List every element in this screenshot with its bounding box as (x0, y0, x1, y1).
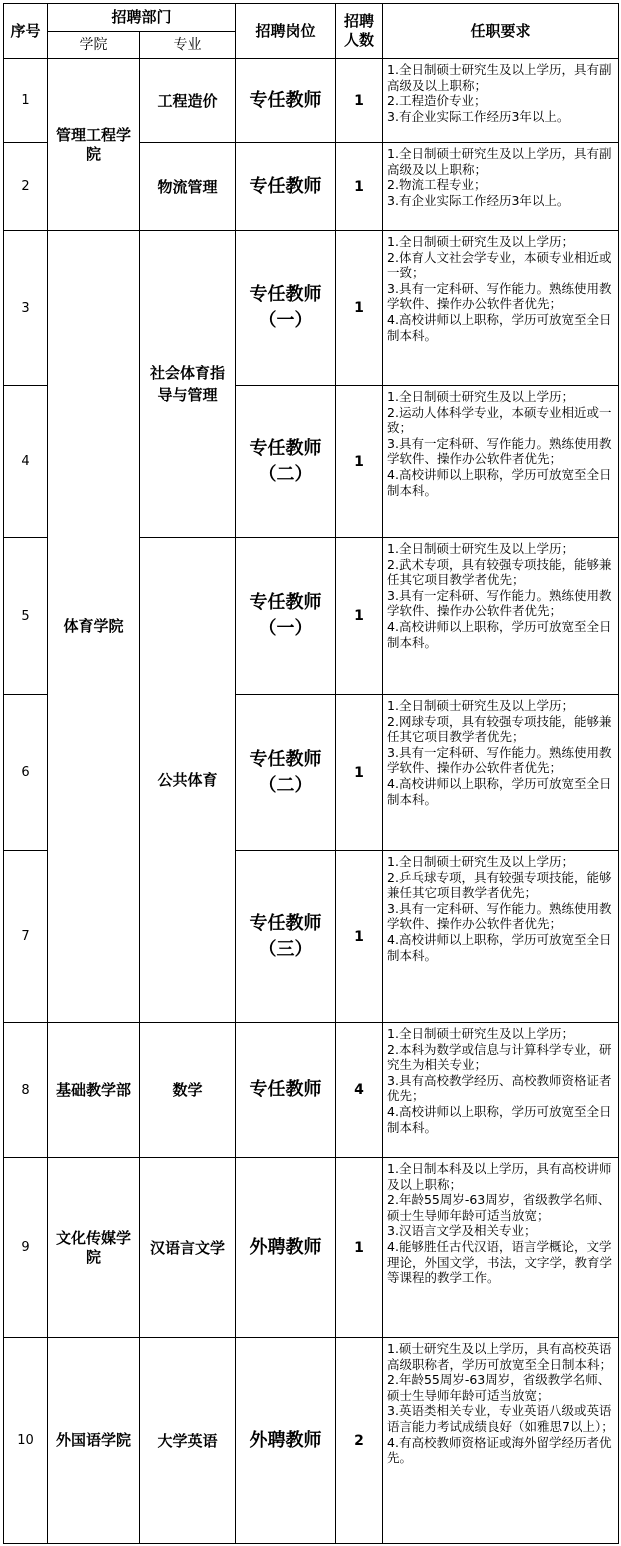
row-seq: 1 (4, 59, 48, 143)
header-major: 专业 (140, 32, 236, 59)
position-subtitle: （三） (258, 938, 313, 960)
table-row (4, 1338, 619, 1544)
requirement-line: 3.有企业实际工作经历3年以上。 (387, 108, 570, 124)
row-position (236, 59, 336, 143)
row-count: 4 (336, 1023, 383, 1158)
requirement-line: 2.体育人文社会学专业，本硕专业相近或一致； (387, 249, 612, 281)
requirement-line: 3.汉语言文学及相关专业； (387, 1223, 537, 1239)
row-college: 体育学院 (48, 231, 140, 1023)
row-count: 2 (336, 1338, 383, 1544)
header-department: 招聘部门 (48, 4, 236, 32)
requirement-line: 1.全日制硕士研究生及以上学历； (387, 698, 574, 713)
row-requirements (383, 386, 619, 538)
requirement-line: 1.全日制硕士研究生及以上学历； (387, 1026, 574, 1041)
row-major: 数学 (140, 1023, 236, 1158)
requirement-line: 2.年龄55周岁-63周岁，省级教学名师、硕士生导师年龄可适当放宽； (387, 1192, 611, 1223)
row-major: 大学英语 (140, 1338, 236, 1544)
requirement-line: 4.能够胜任古代汉语，语言学概论，文学理论，外国文学，书法，文字学，教育学等课程的教学工作。 (387, 1238, 613, 1286)
requirement-line: 1.全日制本科及以上学历，具有高校讲师及以上职称； (387, 1161, 612, 1192)
header-seq: 序号 (4, 4, 48, 59)
header-count-line1: 招聘 (344, 12, 375, 30)
position-title: 专任教师 (249, 1079, 322, 1100)
requirement-line: 3.具有一定科研、写作能力。熟练使用教学软件、操作办公软件者优先； (387, 900, 612, 932)
header-college: 学院 (48, 32, 140, 59)
row-seq: 4 (4, 386, 48, 538)
requirement-line: 1.全日制硕士研究生及以上学历，具有副高级及以上职称； (387, 146, 612, 177)
row-requirements (383, 231, 619, 386)
requirement-line: 3.具有高校教学经历、高校教师资格证者优先； (387, 1072, 612, 1104)
requirement-line: 1.全日制硕士研究生及以上学历； (387, 234, 574, 249)
row-seq: 8 (4, 1023, 48, 1158)
header-count (336, 4, 383, 59)
row-seq: 6 (4, 695, 48, 851)
position-title: 外聘教师 (249, 1429, 322, 1451)
requirement-line: 3.具有一定科研、写作能力。熟练使用教学软件、操作办公软件者优先； (387, 435, 612, 467)
row-requirements (383, 1338, 619, 1544)
row-position (236, 231, 336, 386)
requirement-line: 2.网球专项，具有较强专项技能，能够兼任其它项目教学者优先； (387, 713, 612, 745)
table-row (4, 1023, 619, 1158)
requirement-line: 3.具有一定科研、写作能力。熟练使用教学软件、操作办公软件者优先； (387, 744, 612, 776)
row-major: 公共体育 (140, 538, 236, 1023)
row-seq: 2 (4, 143, 48, 231)
header-count-line2: 人数 (344, 31, 375, 49)
row-requirements (383, 851, 619, 1023)
position-title: 专任教师 (249, 89, 322, 111)
position-title: 专任教师 (249, 437, 322, 459)
requirement-line: 1.全日制硕士研究生及以上学历； (387, 854, 574, 869)
row-count: 1 (336, 538, 383, 695)
row-position (236, 386, 336, 538)
requirement-line: 1.全日制硕士研究生及以上学历，具有副高级及以上职称； (387, 62, 612, 93)
requirement-line: 4.高校讲师以上职称，学历可放宽至全日制本科。 (387, 1103, 612, 1135)
table-row (4, 59, 619, 143)
table-row (4, 231, 619, 386)
row-college: 管理工程学院 (48, 59, 140, 231)
header-position: 招聘岗位 (236, 4, 336, 59)
row-major: 物流管理 (140, 143, 236, 231)
row-position (236, 1338, 336, 1544)
row-college: 外国语学院 (48, 1338, 140, 1544)
table-row (4, 1158, 619, 1338)
row-requirements (383, 1158, 619, 1338)
row-seq: 9 (4, 1158, 48, 1338)
requirement-line: 1.全日制硕士研究生及以上学历； (387, 389, 574, 404)
position-title: 专任教师 (249, 284, 322, 305)
requirement-line: 2.工程造价专业； (387, 93, 487, 109)
row-count: 1 (336, 386, 383, 538)
recruitment-table (3, 3, 619, 1544)
requirement-line: 4.高校讲师以上职称，学历可放宽至全日制本科。 (387, 466, 612, 498)
row-seq: 5 (4, 538, 48, 695)
position-title: 专任教师 (249, 592, 322, 613)
position-subtitle: （一） (258, 618, 313, 639)
requirement-line: 2.武术专项，具有较强专项技能，能够兼任其它项目教学者优先； (387, 556, 612, 588)
requirement-line: 3.英语类相关专业，专业英语八级或英语语言能力考试成绩良好（如雅思7以上）； (387, 1403, 614, 1434)
requirement-line: 4.有高校教师资格证或海外留学经历者优先。 (387, 1434, 612, 1466)
position-title: 专任教师 (249, 912, 322, 934)
row-position (236, 538, 336, 695)
requirement-line: 2.本科为数学或信息与计算科学专业，研究生为相关专业； (387, 1041, 612, 1073)
row-position (236, 1158, 336, 1338)
row-requirements (383, 538, 619, 695)
requirement-line: 4.高校讲师以上职称，学历可放宽至全日制本科。 (387, 931, 612, 963)
requirement-line: 3.具有一定科研、写作能力。熟练使用教学软件、操作办公软件者优先； (387, 587, 612, 619)
row-position (236, 851, 336, 1023)
requirement-line: 2.运动人体科学专业，本硕专业相近或一致； (387, 404, 612, 436)
row-requirements (383, 695, 619, 851)
row-position (236, 143, 336, 231)
row-major: 汉语言文学 (140, 1158, 236, 1338)
position-subtitle: （二） (258, 463, 313, 485)
row-count: 1 (336, 851, 383, 1023)
row-count: 1 (336, 143, 383, 231)
row-seq: 3 (4, 231, 48, 386)
row-count: 1 (336, 231, 383, 386)
header-requirements: 任职要求 (383, 4, 619, 59)
row-position (236, 1023, 336, 1158)
requirement-line: 1.全日制硕士研究生及以上学历； (387, 541, 574, 556)
row-requirements (383, 143, 619, 231)
requirement-line: 2.物流工程专业； (387, 177, 487, 193)
row-position (236, 695, 336, 851)
row-count: 1 (336, 59, 383, 143)
row-count: 1 (336, 695, 383, 851)
row-count: 1 (336, 1158, 383, 1338)
row-major: 社会体育指导与管理 (140, 231, 236, 538)
requirement-line: 4.高校讲师以上职称，学历可放宽至全日制本科。 (387, 311, 612, 343)
position-subtitle: （一） (258, 310, 313, 331)
row-major: 工程造价 (140, 59, 236, 143)
row-requirements (383, 59, 619, 143)
row-seq: 7 (4, 851, 48, 1023)
position-title: 专任教师 (249, 175, 322, 197)
requirement-line: 2.乒乓球专项，具有较强专项技能，能够兼任其它项目教学者优先； (387, 869, 612, 901)
row-college: 基础教学部 (48, 1023, 140, 1158)
position-title: 专任教师 (249, 748, 322, 770)
row-college: 文化传媒学院 (48, 1158, 140, 1338)
requirement-line: 1.硕士研究生及以上学历，具有高校英语高级职称者，学历可放宽至全日制本科； (387, 1341, 613, 1372)
requirement-line: 4.高校讲师以上职称，学历可放宽至全日制本科。 (387, 775, 612, 807)
row-requirements (383, 1023, 619, 1158)
requirement-line: 3.有企业实际工作经历3年以上。 (387, 192, 570, 208)
requirement-line: 4.高校讲师以上职称，学历可放宽至全日制本科。 (387, 618, 612, 650)
position-subtitle: （二） (258, 774, 313, 796)
requirement-line: 3.具有一定科研、写作能力。熟练使用教学软件、操作办公软件者优先； (387, 280, 612, 312)
requirement-line: 2.年龄55周岁-63周岁，省级教学名师、硕士生导师年龄可适当放宽； (387, 1372, 611, 1403)
row-seq: 10 (4, 1338, 48, 1544)
position-title: 外聘教师 (249, 1236, 322, 1258)
